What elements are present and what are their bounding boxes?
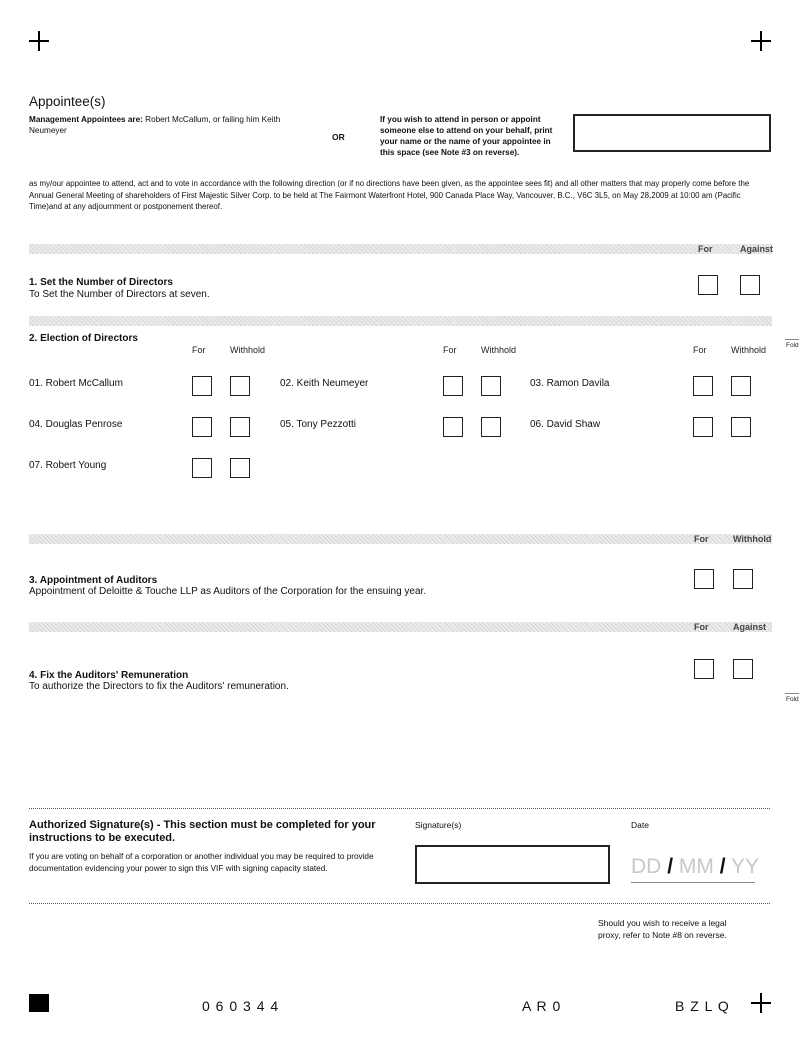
director-7-for-checkbox[interactable] xyxy=(192,458,212,478)
signature-note: If you are voting on behalf of a corporation or another individual you may be required to provide documentation evidencing your power to sign this VIF with signing capacity stated. xyxy=(29,852,374,873)
fold-label-2: Fold xyxy=(786,696,799,703)
footer-code-2: A R 0 xyxy=(522,998,562,1014)
resolution-2-title: 2. Election of Directors xyxy=(29,333,138,344)
header-for-1: For xyxy=(698,244,713,254)
appointee-paragraph: as my/our appointee to attend, act and to vote in accordance with the following direction (or if no directions have been given, as the appointee sees fit) and all other matters that may properly come before the Annual General Meeting of shareholders of First Majestic Silver Corp. to be held at The Fairmont Waterfront Hotel, 900 Canada Place Way, Vancouver, B.C., V6C 3L5, on May 28,2009 at 10:00 am (Pacific Time)and at any adjournment or postponement thereof. xyxy=(29,179,750,211)
director-6-for-checkbox[interactable] xyxy=(693,417,713,437)
director-5-for-checkbox[interactable] xyxy=(443,417,463,437)
resolution-4-for-checkbox[interactable] xyxy=(694,659,714,679)
management-appointees-label: Management Appointees are: xyxy=(29,115,143,124)
date-dd: DD xyxy=(631,855,662,878)
appointee-heading: Appointee(s) xyxy=(29,94,106,109)
director-2-withhold-checkbox[interactable] xyxy=(481,376,501,396)
management-appointees-names: Robert McCallum, or failing him Keith Neumeyer xyxy=(29,115,281,135)
fold-line-1 xyxy=(785,339,799,340)
crop-mark-top-right xyxy=(751,31,771,51)
legal-proxy-note: Should you wish to receive a legal proxy, refer to Note #8 on reverse. xyxy=(598,918,727,940)
col-for-1: For xyxy=(192,345,206,355)
resolution-1-description: To Set the Number of Directors at seven. xyxy=(29,289,210,300)
col-withhold-1: Withhold xyxy=(230,345,266,355)
director-1-withhold-checkbox[interactable] xyxy=(230,376,250,396)
footer-code-1: 0 6 0 3 4 4 xyxy=(202,998,280,1014)
director-3-withhold-checkbox[interactable] xyxy=(731,376,751,396)
resolution-3-for-checkbox[interactable] xyxy=(694,569,714,589)
resolution-3-title: 3. Appointment of Auditors xyxy=(29,575,158,586)
resolution-4-against-checkbox[interactable] xyxy=(733,659,753,679)
signature-top-divider xyxy=(29,808,770,809)
section-band-2 xyxy=(29,316,772,326)
director-name: 01. Robert McCallum xyxy=(29,378,123,389)
appointee-name-field[interactable] xyxy=(573,114,771,152)
management-appointees-text xyxy=(29,114,319,136)
fold-label-1: Fold xyxy=(786,342,799,349)
director-5-withhold-checkbox[interactable] xyxy=(481,417,501,437)
director-name: 05. Tony Pezzotti xyxy=(280,419,356,430)
registration-square xyxy=(29,994,49,1012)
header-against-1: Against xyxy=(740,244,774,254)
or-label: OR xyxy=(332,132,345,142)
resolution-3-withhold-checkbox[interactable] xyxy=(733,569,753,589)
appointee-instruction: If you wish to attend in person or appoint someone else to attend on your behalf, print your name or the name of your appointee in this space (see Note #3 on reverse). xyxy=(380,115,553,157)
date-yy: YY xyxy=(731,855,760,878)
director-4-withhold-checkbox[interactable] xyxy=(230,417,250,437)
signature-title: Authorized Signature(s) - This section must be completed for your instructions to be executed. xyxy=(29,819,376,844)
director-7-withhold-checkbox[interactable] xyxy=(230,458,250,478)
director-6-withhold-checkbox[interactable] xyxy=(731,417,751,437)
date-label: Date xyxy=(631,820,649,830)
section-band-4 xyxy=(29,622,772,632)
director-name: 06. David Shaw xyxy=(530,419,601,430)
resolution-4-description: To authorize the Directors to fix the Auditors' remuneration. xyxy=(29,681,289,692)
director-1-for-checkbox[interactable] xyxy=(192,376,212,396)
resolution-1-title: 1. Set the Number of Directors xyxy=(29,277,173,288)
director-3-for-checkbox[interactable] xyxy=(693,376,713,396)
resolution-1-against-checkbox[interactable] xyxy=(740,275,760,295)
director-2-for-checkbox[interactable] xyxy=(443,376,463,396)
director-4-for-checkbox[interactable] xyxy=(192,417,212,437)
header-withhold-3: Withhold xyxy=(733,534,772,544)
footer-code-3: B Z L Q xyxy=(675,998,730,1014)
header-against-4: Against xyxy=(733,622,767,632)
crop-mark-bottom-right xyxy=(751,993,771,1013)
director-name: 04. Douglas Penrose xyxy=(29,419,123,430)
signature-bottom-divider xyxy=(29,903,770,904)
date-separator: / xyxy=(667,855,674,878)
fold-line-2 xyxy=(785,693,799,694)
section-band-1 xyxy=(29,244,772,254)
col-for-2: For xyxy=(443,345,457,355)
header-for-4: For xyxy=(694,622,709,632)
section-band-3 xyxy=(29,534,772,544)
signature-label: Signature(s) xyxy=(415,820,462,830)
col-withhold-3: Withhold xyxy=(731,345,767,355)
director-name: 07. Robert Young xyxy=(29,460,107,471)
date-separator: / xyxy=(719,855,726,878)
col-for-3: For xyxy=(693,345,707,355)
resolution-3-description: Appointment of Deloitte & Touche LLP as Auditors of the Corporation for the ensuing year. xyxy=(29,586,427,597)
date-mm: MM xyxy=(678,855,714,878)
resolution-4-title: 4. Fix the Auditors' Remuneration xyxy=(29,670,189,681)
col-withhold-2: Withhold xyxy=(481,345,517,355)
director-name: 02. Keith Neumeyer xyxy=(280,378,369,389)
resolution-1-for-checkbox[interactable] xyxy=(698,275,718,295)
header-for-3: For xyxy=(694,534,709,544)
director-name: 03. Ramon Davila xyxy=(530,378,610,389)
signature-field[interactable] xyxy=(415,845,610,884)
date-field[interactable] xyxy=(631,852,760,883)
crop-mark-top-left xyxy=(29,31,49,51)
